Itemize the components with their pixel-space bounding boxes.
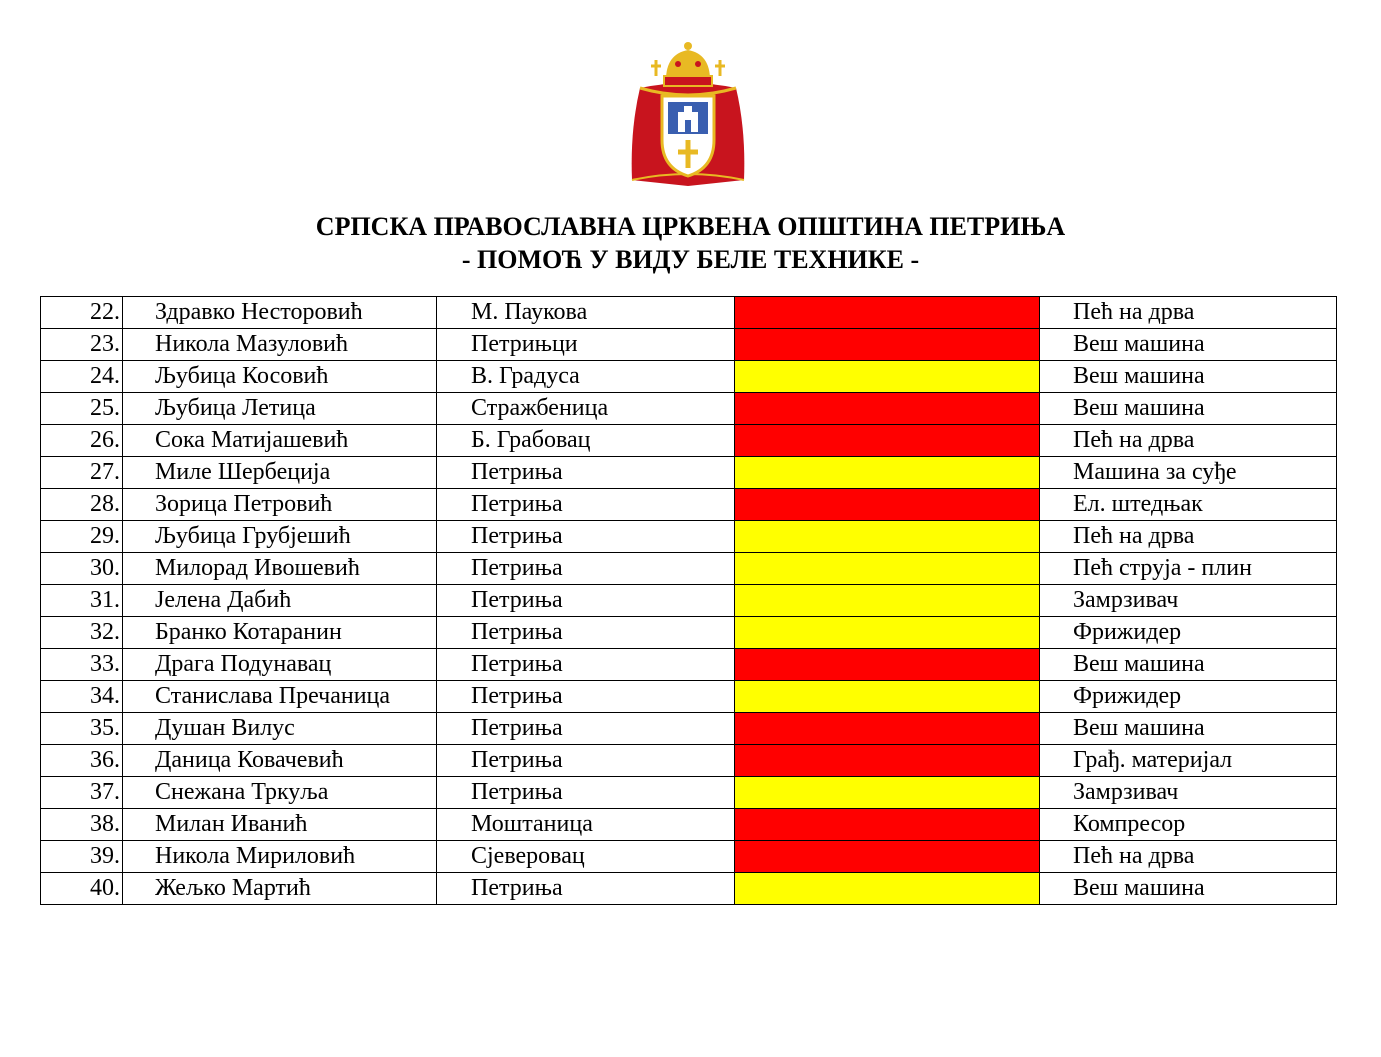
recipient-name: Љубица Летица <box>123 393 437 425</box>
row-number: 36. <box>41 745 123 777</box>
aid-item: Ел. штедњак <box>1040 489 1337 521</box>
table-row <box>41 713 1337 745</box>
recipient-name: Жељко Мартић <box>123 873 437 905</box>
row-number: 34. <box>41 681 123 713</box>
table-row <box>41 777 1337 809</box>
aid-item: Веш машина <box>1040 361 1337 393</box>
status-color-cell <box>735 521 1040 553</box>
status-color-cell <box>735 329 1040 361</box>
aid-item: Веш машина <box>1040 713 1337 745</box>
row-number: 27. <box>41 457 123 489</box>
row-number: 29. <box>41 521 123 553</box>
recipient-place: М. Паукова <box>437 297 735 329</box>
recipient-place: Петриња <box>437 585 735 617</box>
row-number: 32. <box>41 617 123 649</box>
row-number: 22. <box>41 297 123 329</box>
recipient-place: В. Градуса <box>437 361 735 393</box>
status-color-cell <box>735 873 1040 905</box>
table-row <box>41 585 1337 617</box>
recipient-name: Јелена Дабић <box>123 585 437 617</box>
recipient-place: Моштаница <box>437 809 735 841</box>
recipient-name: Миле Шербеција <box>123 457 437 489</box>
row-number: 39. <box>41 841 123 873</box>
status-color-cell <box>735 713 1040 745</box>
recipient-place: Петриња <box>437 745 735 777</box>
row-number: 24. <box>41 361 123 393</box>
table-row <box>41 489 1337 521</box>
aid-item: Веш машина <box>1040 393 1337 425</box>
row-number: 26. <box>41 425 123 457</box>
recipient-place: Петриња <box>437 873 735 905</box>
status-color-cell <box>735 457 1040 489</box>
recipient-name: Здравко Несторовић <box>123 297 437 329</box>
aid-item: Веш машина <box>1040 329 1337 361</box>
table-row <box>41 745 1337 777</box>
aid-item: Веш машина <box>1040 873 1337 905</box>
table-row <box>41 457 1337 489</box>
table-row <box>41 681 1337 713</box>
aid-item: Пећ струја - плин <box>1040 553 1337 585</box>
aid-item: Замрзивач <box>1040 585 1337 617</box>
recipient-place: Петрињци <box>437 329 735 361</box>
recipient-name: Милан Иванић <box>123 809 437 841</box>
row-number: 28. <box>41 489 123 521</box>
aid-item: Замрзивач <box>1040 777 1337 809</box>
recipient-place: Петриња <box>437 553 735 585</box>
row-number: 37. <box>41 777 123 809</box>
status-color-cell <box>735 553 1040 585</box>
row-number: 40. <box>41 873 123 905</box>
row-number: 31. <box>41 585 123 617</box>
row-number: 33. <box>41 649 123 681</box>
status-color-cell <box>735 777 1040 809</box>
church-coat-of-arms-icon <box>626 40 750 188</box>
status-color-cell <box>735 585 1040 617</box>
status-color-cell <box>735 617 1040 649</box>
status-color-cell <box>735 489 1040 521</box>
recipient-place: Петриња <box>437 649 735 681</box>
status-color-cell <box>735 809 1040 841</box>
recipient-place: Петриња <box>437 713 735 745</box>
aid-item: Компресор <box>1040 809 1337 841</box>
recipient-place: Петриња <box>437 777 735 809</box>
table-row <box>41 361 1337 393</box>
recipient-name: Бранко Котаранин <box>123 617 437 649</box>
table-row <box>41 521 1337 553</box>
status-color-cell <box>735 425 1040 457</box>
recipient-place: Стражбеница <box>437 393 735 425</box>
table-row <box>41 649 1337 681</box>
table-row <box>41 553 1337 585</box>
recipient-name: Сока Матијашевић <box>123 425 437 457</box>
aid-item: Грађ. материјал <box>1040 745 1337 777</box>
table-row <box>41 393 1337 425</box>
table-row <box>41 617 1337 649</box>
status-color-cell <box>735 745 1040 777</box>
aid-item: Фрижидер <box>1040 681 1337 713</box>
recipient-place: Петриња <box>437 681 735 713</box>
aid-item: Пећ на дрва <box>1040 297 1337 329</box>
status-color-cell <box>735 841 1040 873</box>
recipient-place: Петриња <box>437 457 735 489</box>
recipient-place: Сјеверовац <box>437 841 735 873</box>
recipient-name: Љубица Косовић <box>123 361 437 393</box>
recipient-name: Никола Мазуловић <box>123 329 437 361</box>
aid-item: Пећ на дрва <box>1040 841 1337 873</box>
recipient-place: Петриња <box>437 521 735 553</box>
row-number: 38. <box>41 809 123 841</box>
recipient-place: Б. Грабовац <box>437 425 735 457</box>
recipient-name: Драга Подунавац <box>123 649 437 681</box>
aid-item: Машина за суђе <box>1040 457 1337 489</box>
row-number: 25. <box>41 393 123 425</box>
recipient-name: Снежана Тркуља <box>123 777 437 809</box>
table-row <box>41 425 1337 457</box>
status-color-cell <box>735 393 1040 425</box>
row-number: 30. <box>41 553 123 585</box>
aid-item: Веш машина <box>1040 649 1337 681</box>
recipient-name: Милорад Ивошевић <box>123 553 437 585</box>
row-number: 35. <box>41 713 123 745</box>
aid-item: Пећ на дрва <box>1040 425 1337 457</box>
recipient-name: Душан Вилус <box>123 713 437 745</box>
table-row <box>41 873 1337 905</box>
recipient-place: Петриња <box>437 617 735 649</box>
aid-table <box>40 296 1337 905</box>
aid-item: Фрижидер <box>1040 617 1337 649</box>
table-row <box>41 841 1337 873</box>
table-row <box>41 329 1337 361</box>
aid-item: Пећ на дрва <box>1040 521 1337 553</box>
page-title: СРПСКА ПРАВОСЛАВНА ЦРКВЕНА ОПШТИНА ПЕТРИЊА <box>315 212 1066 241</box>
recipient-name: Љубица Грубјешић <box>123 521 437 553</box>
recipient-name: Никола Мириловић <box>123 841 437 873</box>
status-color-cell <box>735 649 1040 681</box>
status-color-cell <box>735 361 1040 393</box>
page-subtitle: - ПОМОЋ У ВИДУ БЕЛЕ ТЕХНИКЕ - <box>461 245 920 274</box>
table-row <box>41 809 1337 841</box>
recipient-place: Петриња <box>437 489 735 521</box>
status-color-cell <box>735 297 1040 329</box>
row-number: 23. <box>41 329 123 361</box>
recipient-name: Станислава Пречаница <box>123 681 437 713</box>
table-row <box>41 297 1337 329</box>
recipient-name: Даница Ковачевић <box>123 745 437 777</box>
status-color-cell <box>735 681 1040 713</box>
recipient-name: Зорица Петровић <box>123 489 437 521</box>
